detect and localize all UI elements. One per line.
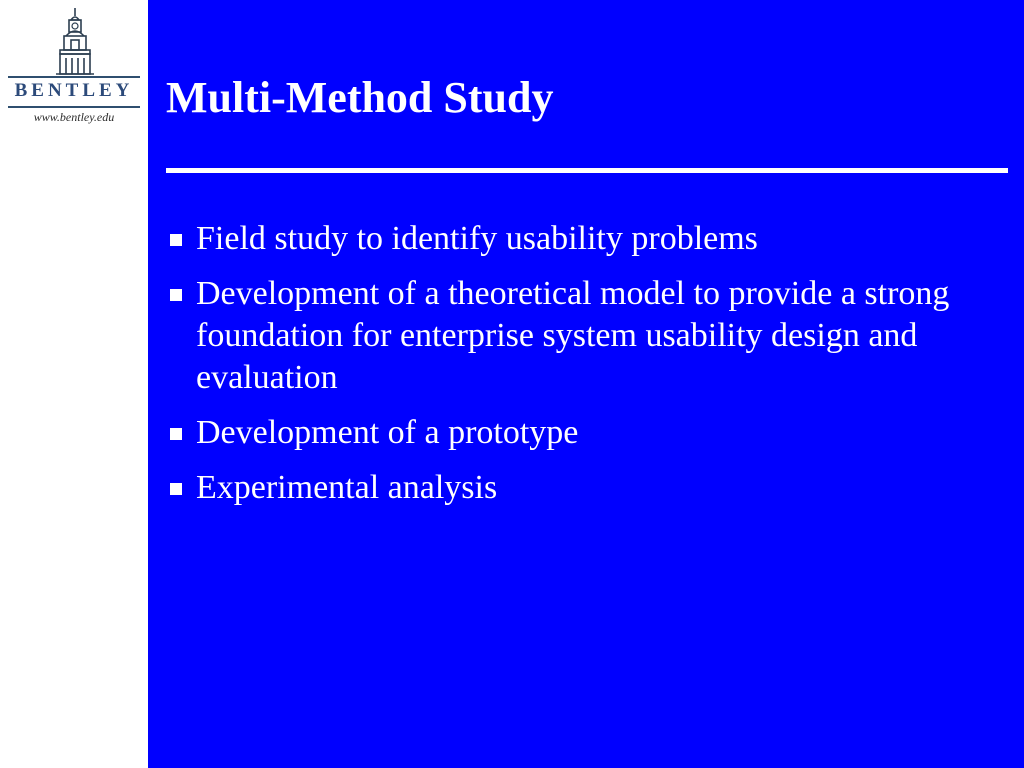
slide-title: Multi-Method Study: [166, 73, 554, 122]
bullet-square-icon: [170, 289, 182, 301]
main-panel: [148, 0, 1024, 768]
bullet-item-2: [166, 273, 1006, 399]
left-panel: [0, 0, 148, 768]
bullet-text-1: Field study to identify usability problems: [196, 220, 758, 257]
bentley-tower-icon: [52, 6, 98, 76]
bullet-text-2: Development of a theoretical model to provide a strong foundation for enterprise system usability design and evaluation: [196, 275, 950, 396]
bullet-text-3: Development of a prototype: [196, 414, 579, 451]
bullet-item-1: [166, 218, 1006, 260]
bentley-logo: [4, 6, 144, 126]
logo-url: www.bentley.edu: [33, 110, 115, 124]
title-divider: [166, 168, 1008, 173]
bullet-item-3: [166, 412, 1006, 454]
bullet-item-4: [166, 467, 1006, 509]
logo-rule-bottom: [8, 106, 140, 108]
bullet-list: [166, 218, 1006, 522]
logo-rule-top: [8, 76, 140, 78]
logo-name: BENTLEY: [14, 80, 134, 101]
bullet-square-icon: [170, 483, 182, 495]
bullet-square-icon: [170, 428, 182, 440]
bullet-square-icon: [170, 234, 182, 246]
bullet-text-4: Experimental analysis: [196, 469, 498, 506]
